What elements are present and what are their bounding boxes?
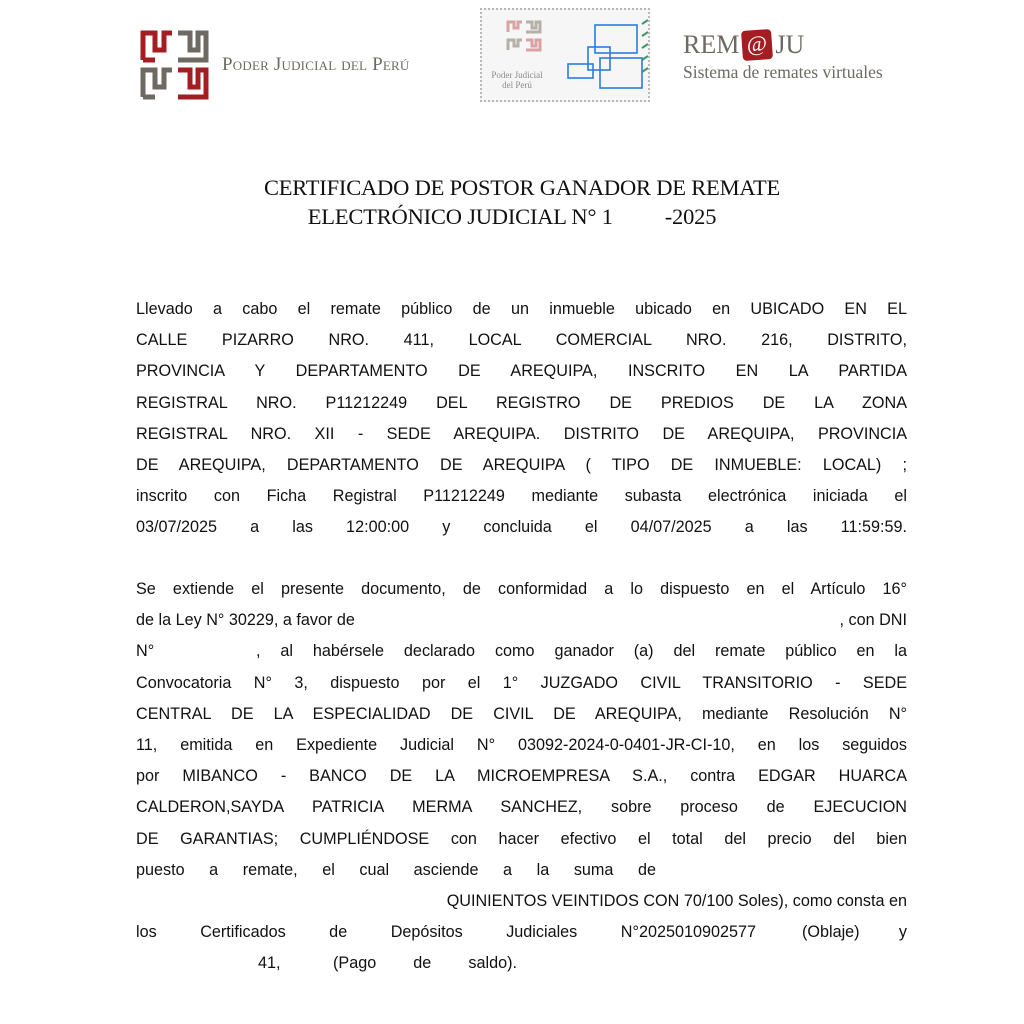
text-segment: de la Ley N° 30229, a favor de [136, 611, 355, 630]
remaju-brand-right: JU [775, 30, 805, 59]
title-year: -2025 [664, 204, 717, 229]
text-line: 11, emitida en Expediente Judicial N° 03092-2024-0-0401-JR-CI-10, en los seguidos [136, 735, 907, 754]
text-line: Convocatoria N° 3, dispuesto por el 1° JUZGADO CIVIL TRANSITORIO - SEDE [136, 673, 907, 692]
text-line [136, 917, 907, 948]
text-line: REGISTRAL NRO. P11212249 DEL REGISTRO DE PREDIOS DE LA ZONA [136, 393, 907, 412]
document-title [0, 173, 1024, 231]
text-segment: (Oblaje) y [802, 923, 907, 942]
paragraph-winner-details [136, 574, 907, 979]
title-line-2 [0, 202, 1024, 231]
text-line [136, 636, 907, 667]
text-line [136, 605, 907, 636]
text-segment: puesto a remate, el cual asciende a la suma de [136, 860, 656, 879]
text-line [136, 855, 907, 886]
at-sign-icon: @ [741, 29, 773, 61]
remaju-brand [683, 30, 883, 60]
text-line [136, 948, 907, 979]
remaju-tagline: Sistema de remates virtuales [683, 62, 883, 82]
text-line: PROVINCIA Y DEPARTAMENTO DE AREQUIPA, INSCRITO EN LA PARTIDA [136, 362, 907, 381]
text-line: DE GARANTIAS; CUMPLIÉNDOSE con hacer efectivo el total del precio del bien [136, 829, 907, 848]
text-line [136, 886, 907, 917]
text-line: inscrito con Ficha Registral P11212249 mediante subasta electrónica iniciada el [136, 487, 907, 506]
poder-judicial-wordmark: Poder Judicial del Perú [222, 54, 410, 75]
stamp-image [480, 8, 650, 102]
text-segment: , con DNI [839, 611, 907, 630]
text-line: CALDERON,SAYDA PATRICIA MERMA SANCHEZ, sobre proceso de EJECUCION [136, 798, 907, 817]
text-line: DE AREQUIPA, DEPARTAMENTO DE AREQUIPA ( TIPO DE INMUEBLE: LOCAL) ; [136, 455, 907, 474]
text-line: 03/07/2025 a las 12:00:00 y concluida el 04/07/2025 a las 11:59:59. [136, 518, 907, 537]
text-line: Llevado a cabo el remate público de un inmueble ubicado en UBICADO EN EL [136, 300, 907, 318]
text-line: REGISTRAL NRO. XII - SEDE AREQUIPA. DISTRITO DE AREQUIPA, PROVINCIA [136, 424, 907, 443]
stamp-caption: Poder Judicial del Perú [491, 70, 543, 90]
text-segment: 41, [258, 954, 281, 973]
text-segment: los Certificados de Depósitos Judiciales N°2025010902577 [136, 923, 756, 942]
text-line: CALLE PIZARRO NRO. 411, LOCAL COMERCIAL NRO. 216, DISTRITO, [136, 331, 907, 350]
poder-judicial-logo-icon [140, 30, 210, 100]
text-segment: N° [136, 642, 155, 661]
document-header [0, 0, 1024, 110]
text-line: CENTRAL DE LA ESPECIALIDAD DE CIVIL DE AREQUIPA, mediante Resolución N° [136, 704, 907, 723]
title-certificate-number: ELECTRÓNICO JUDICIAL N° 1 [307, 204, 613, 229]
text-segment: (Pago de saldo). [333, 954, 517, 973]
title-line-1: CERTIFICADO DE POSTOR GANADOR DE REMATE [263, 175, 781, 200]
remaju-brand-left: REM [683, 30, 740, 59]
text-segment: QUINIENTOS VEINTIDOS CON 70/100 Soles), como consta en [446, 891, 907, 910]
text-line: por MIBANCO - BANCO DE LA MICROEMPRESA S.A., contra EDGAR HUARCA [136, 767, 907, 786]
text-segment: , al habérsele declarado como ganador (a) del remate público en la [256, 642, 907, 661]
text-line: Se extiende el presente documento, de conformidad a lo dispuesto en el Artículo 16° [136, 580, 907, 598]
paragraph-auction-details [136, 294, 907, 544]
remaju-logo [683, 30, 883, 83]
